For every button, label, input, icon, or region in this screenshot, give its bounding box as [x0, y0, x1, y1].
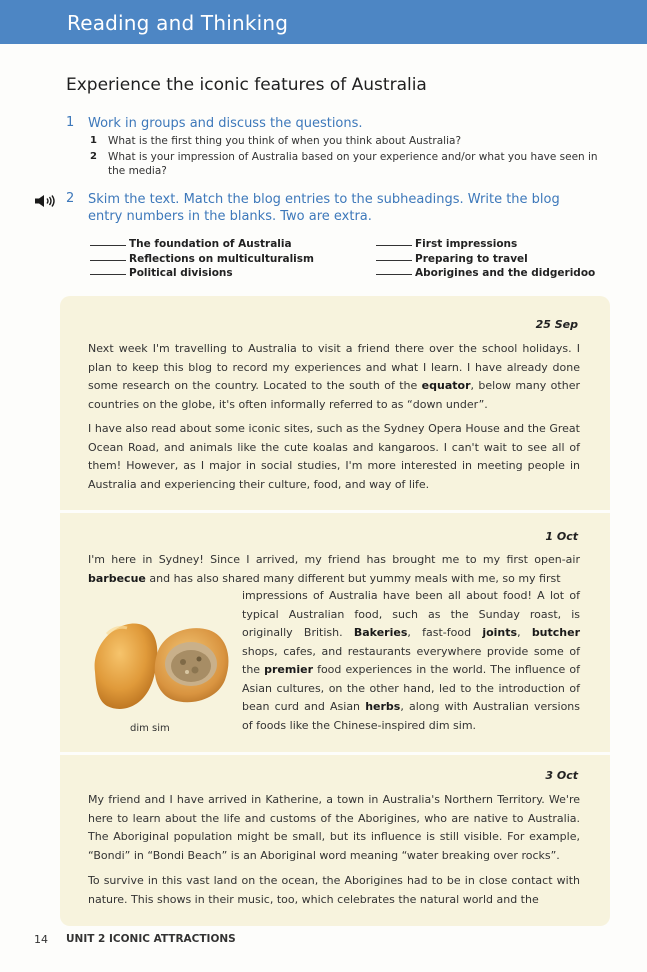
blog-divider: [60, 510, 610, 513]
blank-option-left-1: [90, 238, 292, 250]
blog-entry1-paragraph2: I have also read about some iconic sites, such as the Sydney Opera House and the Great Ocean Road, and animals like the cute koalas and kangaroos. I can't wait to see all of them! However, as I major in social studies, I'm more interested in meeting people in Australia and experiencing their culture, food, and way of life.: [88, 422, 580, 491]
blog-entry1-date: 25 Sep: [535, 318, 578, 331]
header-title: Reading and Thinking: [67, 11, 289, 35]
section-title: Experience the iconic features of Australia: [66, 75, 427, 95]
blank-option-right-1: [376, 238, 517, 250]
blank-option-left-2: [90, 253, 314, 265]
exercise2-number: 2: [66, 191, 75, 206]
blog-entry3-paragraph2: To survive in this vast land on the ocean, the Aborigines had to be in close contact with nature. This shows in their music, too, which celebrates the natural world and the: [88, 874, 580, 906]
option-label: Reflections on multiculturalism: [129, 253, 314, 265]
answer-blank[interactable]: [376, 244, 412, 246]
question1-text: What is the first thing you think of when you think about Australia?: [108, 135, 462, 147]
answer-blank[interactable]: [90, 273, 126, 275]
option-label: Aborigines and the didgeridoo: [415, 267, 596, 279]
blog-divider: [60, 752, 610, 755]
option-label: The foundation of Australia: [129, 238, 292, 250]
dim-sim-image: [87, 614, 239, 718]
blank-option-right-3: [376, 267, 595, 279]
image-caption: dim sim: [130, 723, 170, 734]
blank-option-left-3: [90, 267, 233, 279]
option-label: First impressions: [415, 238, 518, 250]
blog-entry1-paragraph1: Next week I'm travelling to Australia to visit a friend there over the school holidays. I plan to keep this blog to record my experiences and what I learn. I have already done some research on the country. Located to the south of the equator, below many other countries on the globe, it's often informally referred to as “down under”.: [88, 342, 580, 411]
answer-blank[interactable]: [90, 244, 126, 246]
page-number: 14: [34, 933, 48, 946]
blog-entry3-paragraph1: My friend and I have arrived in Katherine, a town in Australia's Northern Territory. We're here to learn about the life and customs of the Aborigines, who are native to Australia. The Aboriginal population might be small, but its influence is still visible. For example, “Bondi” in “Bondi Beach” is an Aboriginal word meaning “water breaking over rocks”.: [88, 793, 580, 862]
blog-entry2-paragraph-side: impressions of Australia have been all about food! A lot of typical Australian food, such as the Sunday roast, is originally British. Bakeries, fast-food joints, butcher shops, cafes, and restaurants everywhere provide some of the premier food experiences in the world. The influence of Asian cultures, on the other hand, led to the introduction of bean curd and Asian herbs, along with Australian versions of foods like the Chinese-inspired dim sim.: [242, 589, 581, 732]
blog-entry2-date: 1 Oct: [545, 530, 578, 543]
blog-entry3-date: 3 Oct: [545, 769, 578, 782]
option-label: Political divisions: [129, 267, 233, 279]
unit-label: UNIT 2 ICONIC ATTRACTIONS: [66, 933, 236, 945]
question2-number: 2: [90, 151, 97, 162]
blank-option-right-2: [376, 253, 528, 265]
speaker-audio-icon[interactable]: [34, 194, 56, 208]
exercise1-number: 1: [66, 115, 75, 130]
option-label: Preparing to travel: [415, 253, 528, 265]
answer-blank[interactable]: [90, 259, 126, 261]
answer-blank[interactable]: [376, 259, 412, 261]
exercise1-instruction: Work in groups and discuss the questions.: [88, 116, 363, 131]
answer-blank[interactable]: [376, 273, 412, 275]
question1-number: 1: [90, 135, 97, 146]
question2-text: What is your impression of Australia based on your experience and/or what you have seen in the media?: [108, 151, 598, 177]
blog-entry2-paragraph-top: I'm here in Sydney! Since I arrived, my friend has brought me to my first open-air barbecue and has also shared many different but yummy meals with me, so my first: [88, 553, 580, 585]
exercise2-instruction: Skim the text. Match the blog entries to the subheadings. Write the blog entry numbers in the blanks. Two are extra.: [88, 192, 560, 224]
header-banner: [0, 0, 647, 44]
